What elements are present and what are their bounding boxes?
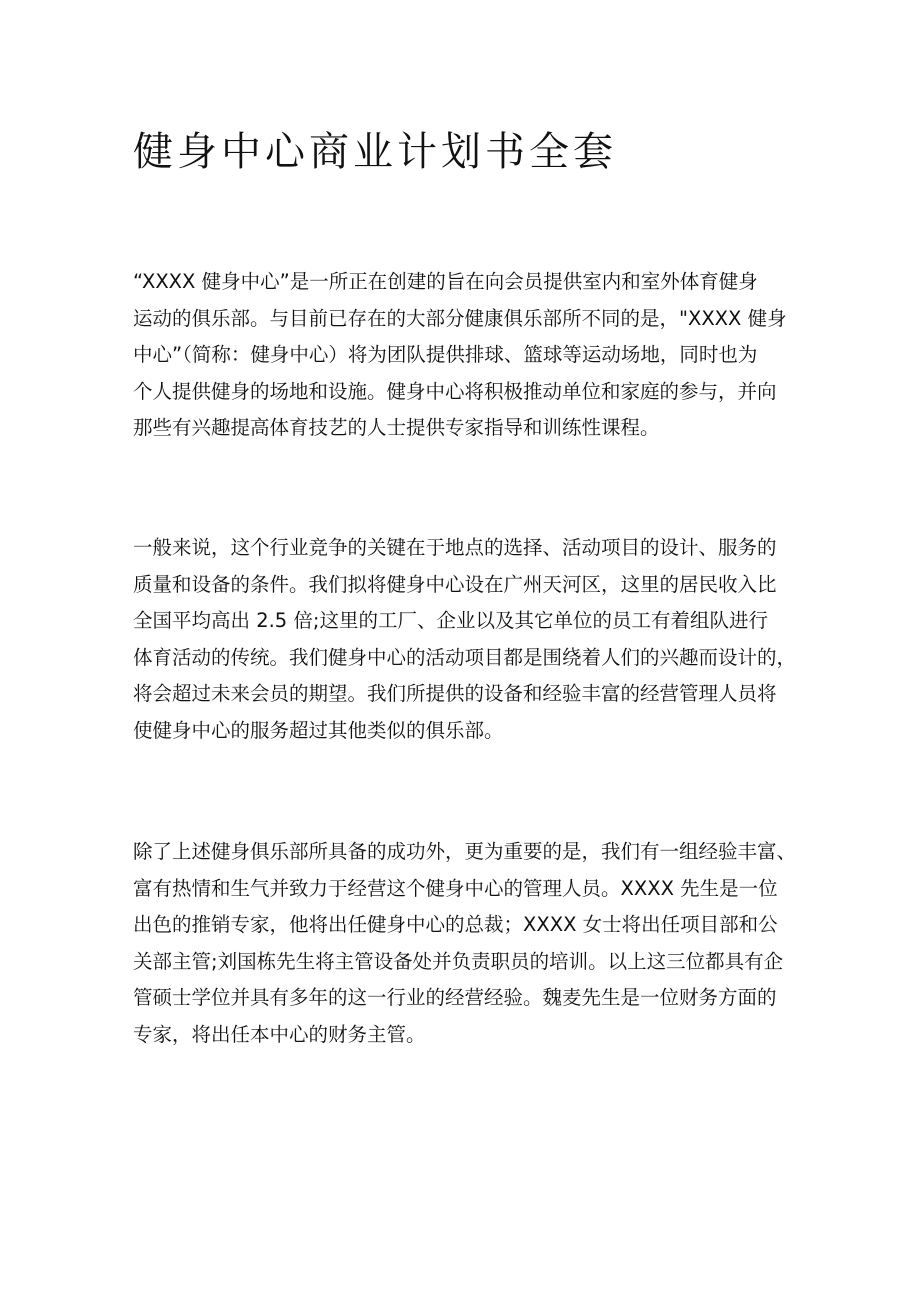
text-line: 专家，将出任本中心的财务主管。 [133,1022,426,1046]
text-line: 个人提供健身的场地和设施。健身中心将积极推动单位和家庭的参与，并向 [133,379,777,403]
text-line: 出色的推销专家，他将出任健身中心的总裁；XXXX 女士将出任项目部和公 [133,913,778,937]
text-line: 除了上述健身俱乐部所具备的成功外，更为重要的是，我们有一组经验丰富、 [133,840,797,863]
text-line: 使健身中心的服务超过其他类似的俱乐部。 [133,718,504,742]
text-line: 那些有兴趣提高体育技艺的人士提供专家指导和训练性课程。 [133,416,660,440]
text-line: 管硕士学位并具有多年的这一行业的经营经验。魏麦先生是一位财务方面的 [133,986,777,1010]
text-line: 富有热情和生气并致力于经营这个健身中心的管理人员。XXXX 先生是一位 [133,876,778,900]
text-line: “XXXX 健身中心”是一所正在创建的旨在向会员提供室内和室外体育健身 [133,270,758,293]
text-line: 体育活动的传统。我们健身中心的活动项目都是围绕着人们的兴趣而设计的， [133,645,797,669]
text-line: 一般来说，这个行业竞争的关键在于地点的选择、活动项目的设计、服务的 [133,536,777,559]
text-line: 中心”（简称：健身中心）将为团队提供排球、篮球等运动场地，同时也为 [133,343,758,367]
text-line: 全国平均高出 2.5 倍;这里的工厂、企业以及其它单位的员工有着组队进行 [133,609,768,633]
text-line: 运动的俱乐部。与目前已存在的大部分健康俱乐部所不同的是，"XXXX 健身 [133,306,787,330]
text-line: 质量和设备的条件。我们拟将健身中心设在广州天河区，这里的居民收入比 [133,572,777,596]
paragraph-competition [133,530,798,750]
paragraph-intro [133,264,798,447]
paragraph-management [133,834,798,1054]
document-title: 健身中心商业计划书全套 [133,129,617,175]
text-line: 关部主管;刘国栋先生将主管设备处并负责职员的培训。以上这三位都具有企 [133,949,784,973]
text-line: 将会超过未来会员的期望。我们所提供的设备和经验丰富的经营管理人员将 [133,682,777,706]
